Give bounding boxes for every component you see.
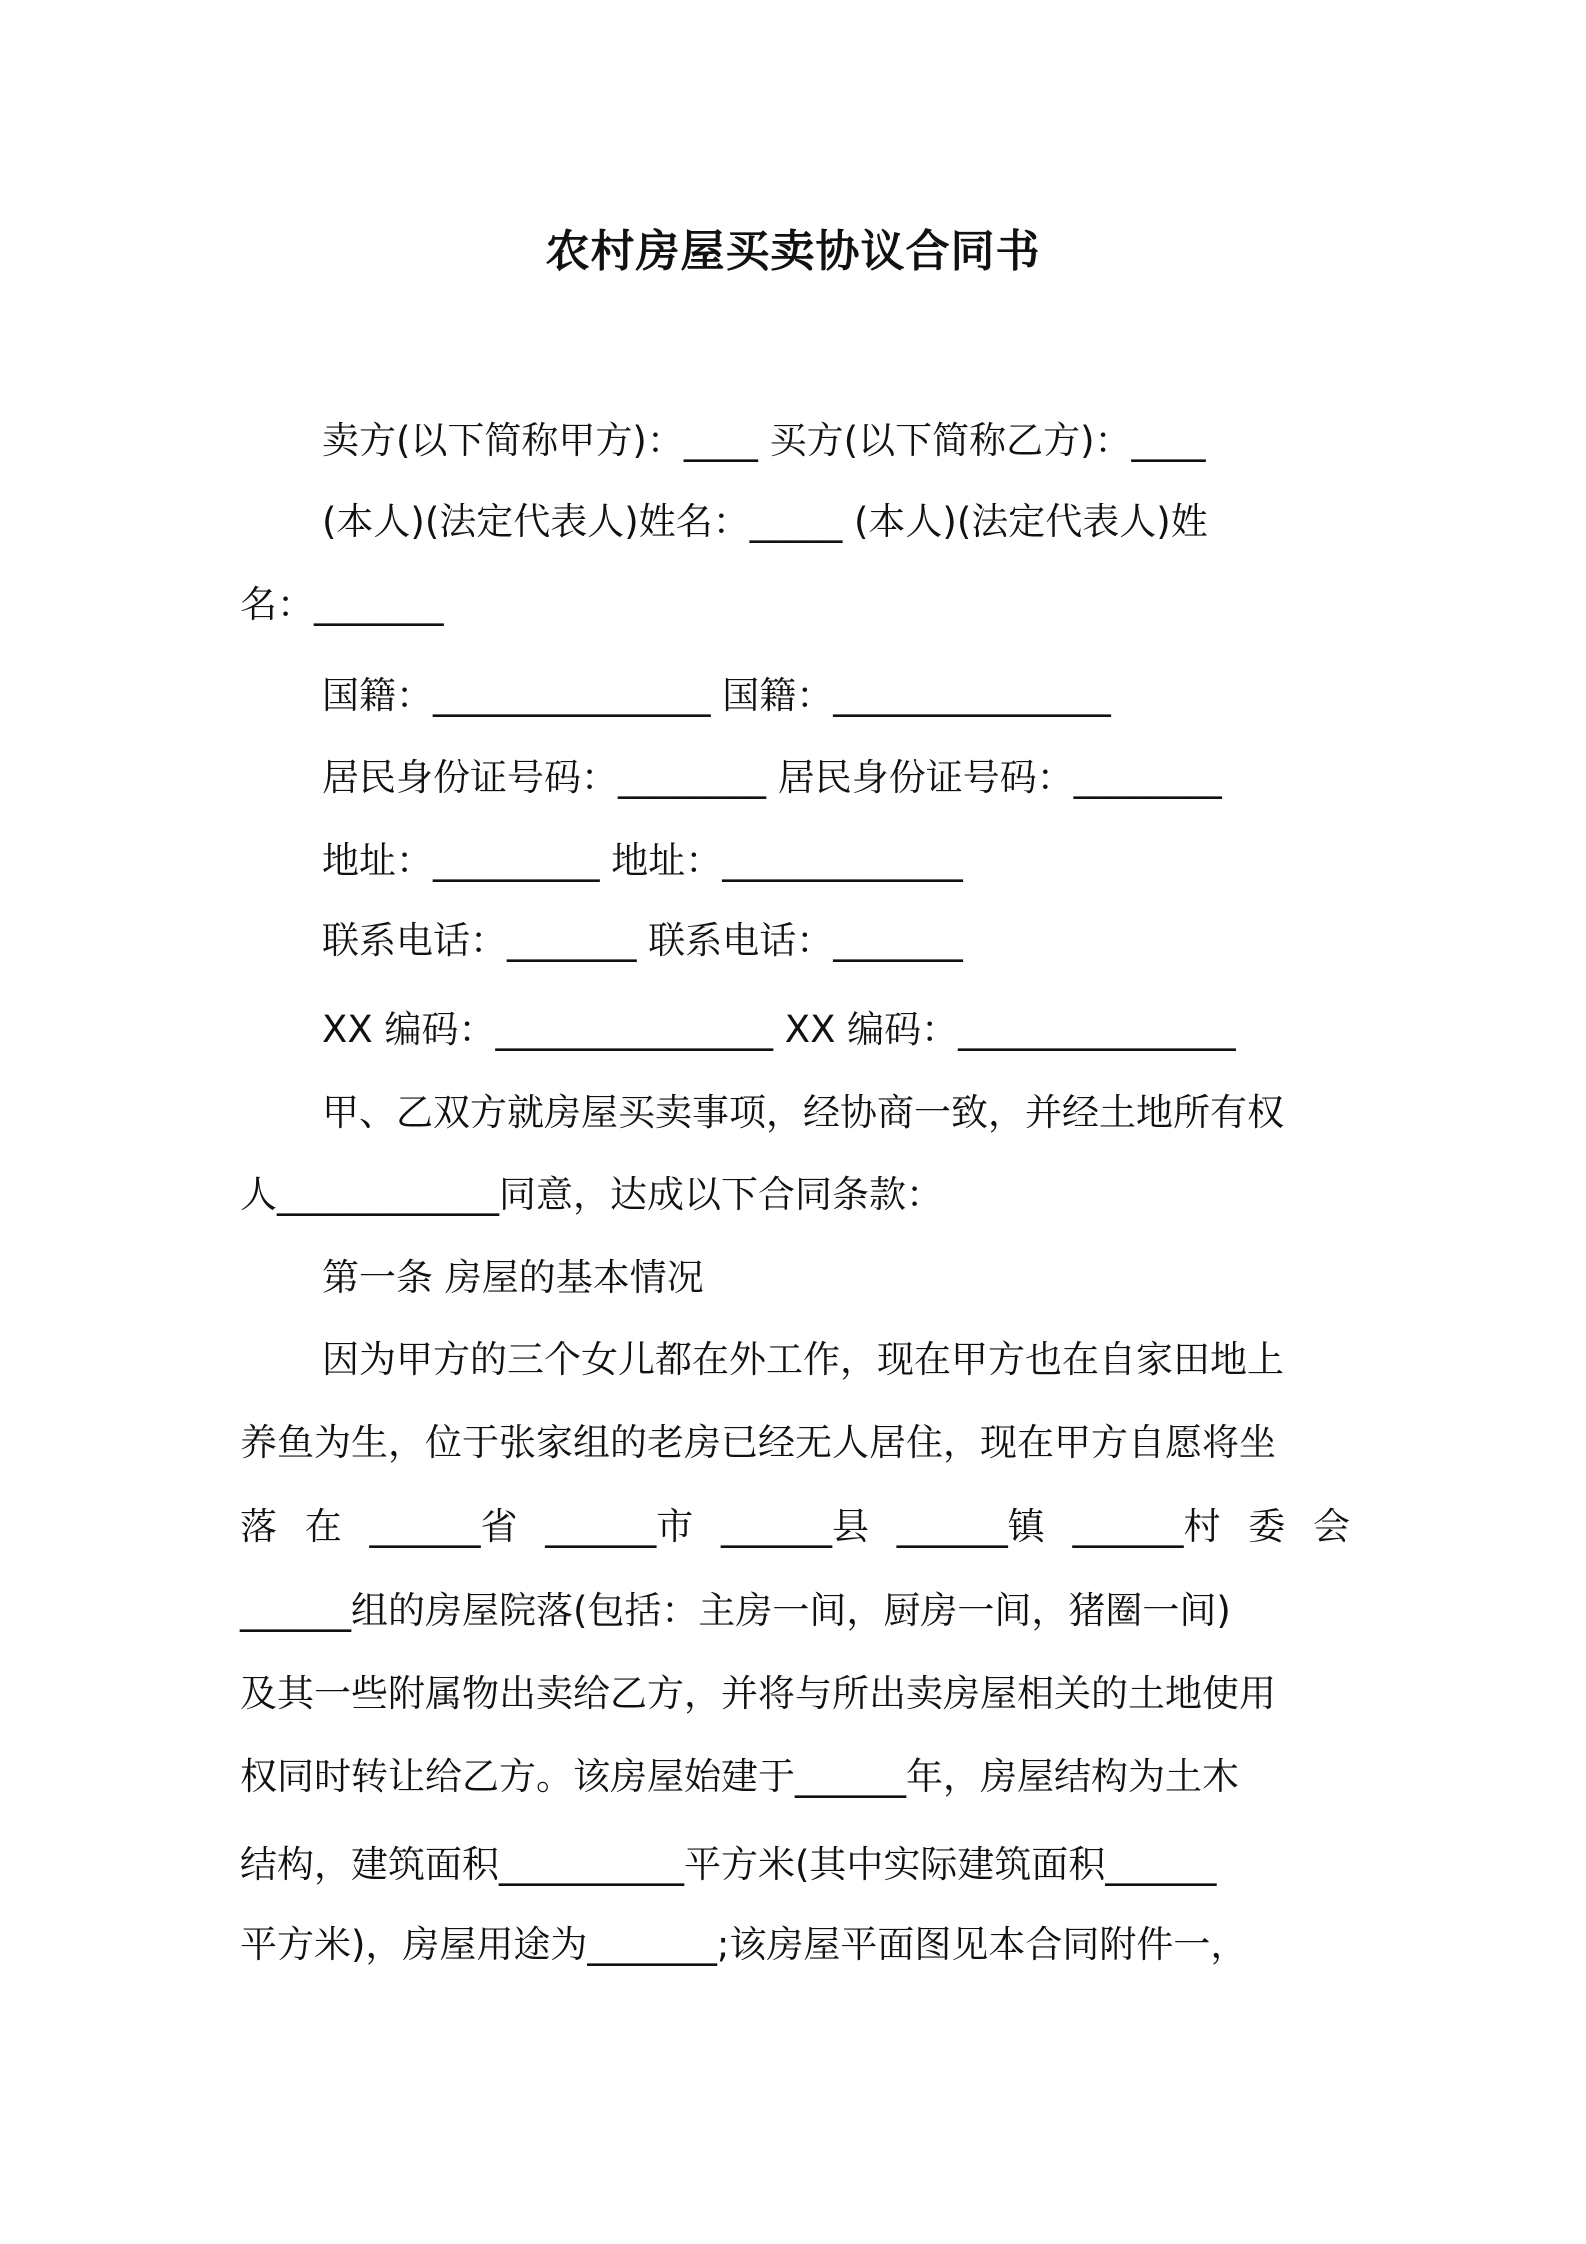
nationality-line: 国籍：_______________ 国籍：_______________ [322,674,1111,717]
code-line: XX 编码：_______________ XX 编码：_______________ [322,1008,1236,1051]
name-line: (本人)(法定代表人)姓名：_____ (本人)(法定代表人)姓 [322,500,1208,543]
agreement-intro-line: 甲、乙双方就房屋买卖事项，经协商一致，并经土地所有权 [322,1091,1284,1134]
name-line-continued: 名：_______ [240,583,444,626]
location-segment: 会 [1313,1505,1350,1548]
agreement-intro-continued: 人____________同意，达成以下合同条款： [240,1173,943,1216]
seller-buyer-line: 卖方(以下简称甲方)：____ 买方(以下简称乙方)：____ [322,419,1206,462]
location-segment: ______镇 [896,1505,1045,1548]
article-body-line-1: 因为甲方的三个女儿都在外工作，现在甲方也在自家田地上 [322,1338,1284,1381]
article-body-line-7: 结构，建筑面积__________平方米(其中实际建筑面积______ [240,1843,1217,1886]
id-number-line: 居民身份证号码：________ 居民身份证号码：________ [322,756,1222,799]
article-body-line-8: 平方米)，房屋用途为_______;该房屋平面图见本合同附件一， [240,1923,1248,1966]
article-body-line-6: 权同时转让给乙方。该房屋始建于______年，房屋结构为土木 [240,1755,1239,1798]
article-body-line-4: ______组的房屋院落(包括：主房一间，厨房一间，猪圈一间) [240,1589,1231,1632]
article-one-heading: 第一条 房屋的基本情况 [322,1256,704,1299]
location-segment: ______市 [545,1505,694,1548]
article-body-line-5: 及其一些附属物出卖给乙方，并将与所出卖房屋相关的土地使用 [240,1672,1276,1715]
document-title: 农村房屋买卖协议合同书 [545,226,1041,277]
location-segment: 落 [240,1505,277,1548]
phone-line: 联系电话：_______ 联系电话：_______ [322,919,963,962]
article-body-line-2: 养鱼为生，位于张家组的老房已经无人居住，现在甲方自愿将坐 [240,1421,1276,1464]
location-segment: ______省 [369,1505,518,1548]
location-line [240,1502,1350,1552]
location-segment: ______村 [1072,1505,1221,1548]
location-segment: 在 [304,1505,342,1548]
address-line: 地址：_________ 地址：_____________ [322,839,963,882]
location-segment: ______县 [721,1505,869,1548]
location-segment: 委 [1248,1505,1286,1548]
